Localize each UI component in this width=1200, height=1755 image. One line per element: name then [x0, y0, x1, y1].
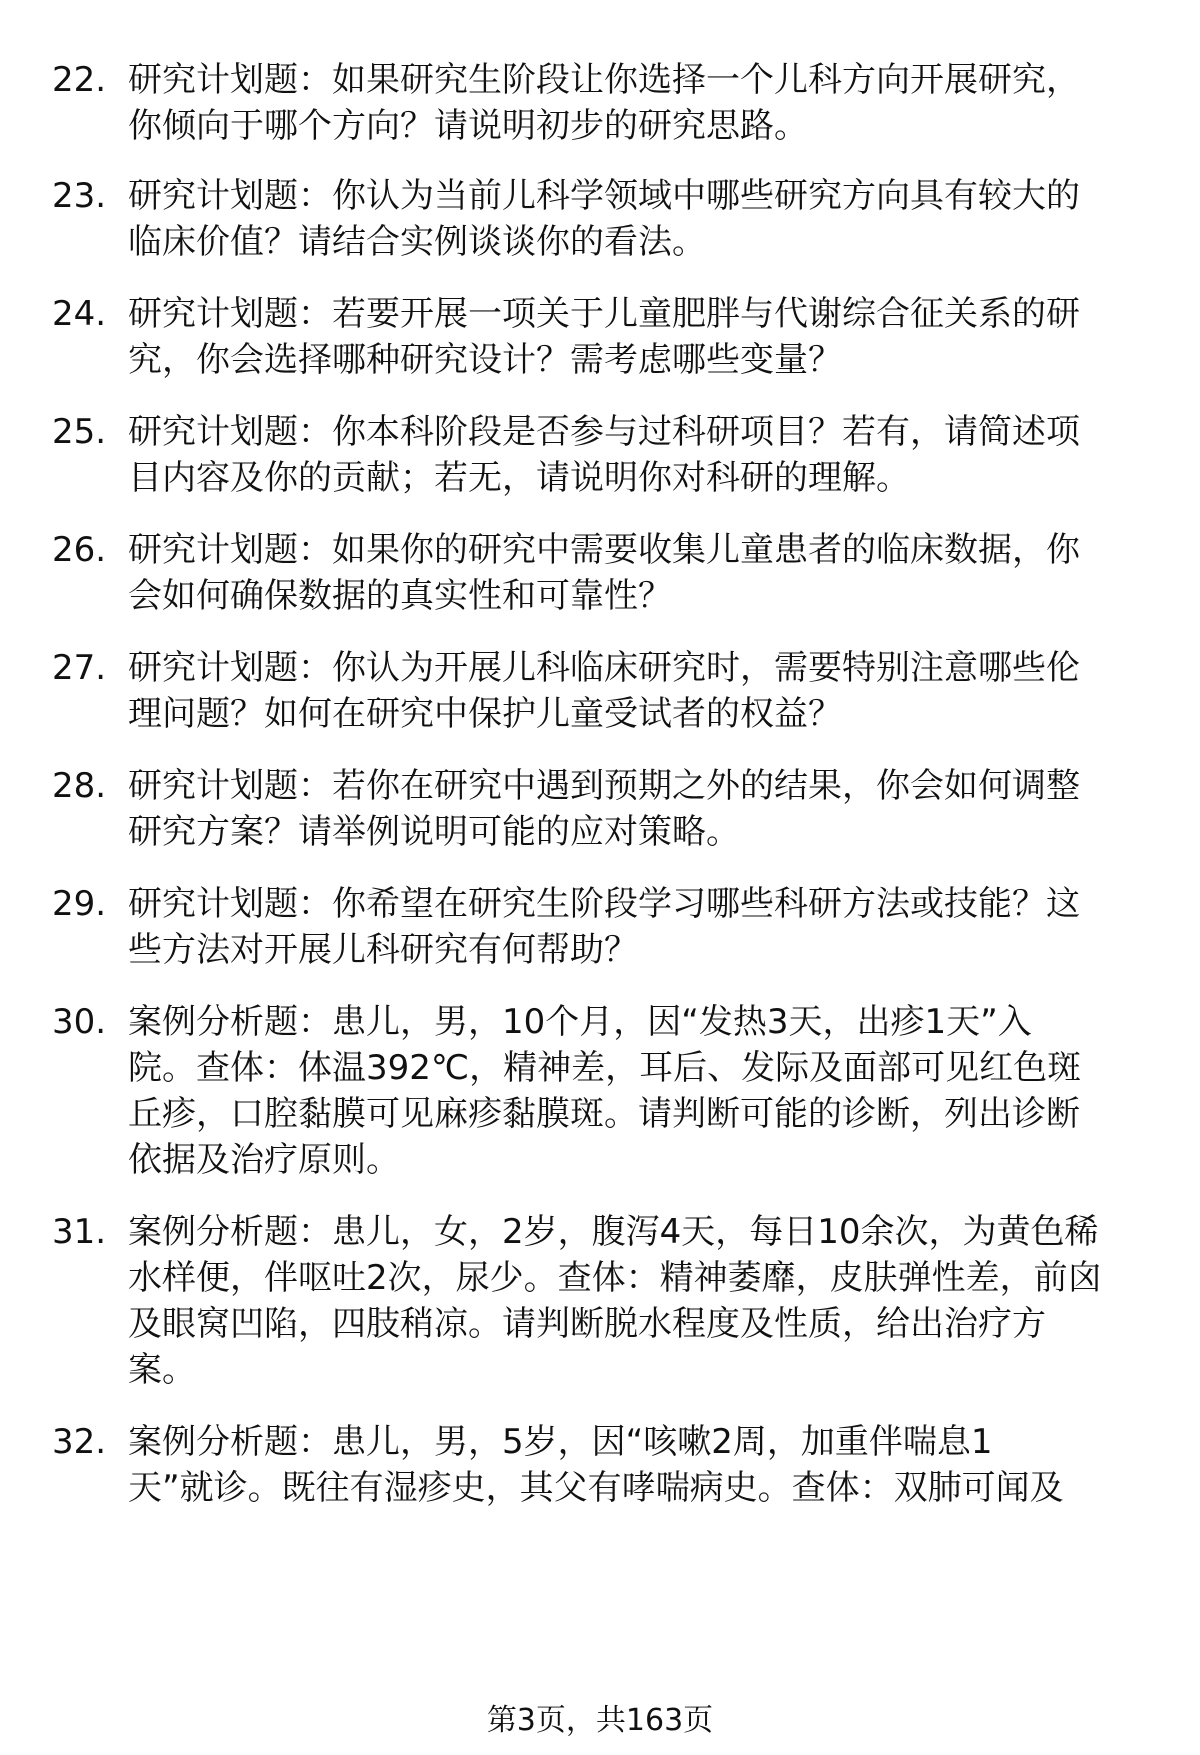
question-text-line: 依据及治疗原则。	[128, 1140, 400, 1180]
question-text-line: 研究计划题：如果你的研究中需要收集儿童患者的临床数据，你	[128, 530, 1080, 570]
question-text-line: 丘疹，口腔黏膜可见麻疹黏膜斑。请判断可能的诊断，列出诊断	[128, 1094, 1080, 1134]
question-text-line: 理问题？如何在研究中保护儿童受试者的权益？	[128, 694, 842, 734]
question-text-line: 研究计划题：若要开展一项关于儿童肥胖与代谢综合征关系的研	[128, 294, 1080, 334]
question-number: 30.	[52, 1002, 107, 1042]
question-text-line: 研究计划题：你本科阶段是否参与过科研项目？若有，请简述项	[128, 412, 1080, 452]
question-text-line: 研究计划题：你认为当前儿科学领域中哪些研究方向具有较大的	[128, 176, 1080, 216]
question-text-line: 些方法对开展儿科研究有何帮助？	[128, 930, 638, 970]
question-text-line: 目内容及你的贡献；若无，请说明你对科研的理解。	[128, 458, 910, 498]
question-number: 27.	[52, 648, 107, 688]
question-text-line: 天”就诊。既往有湿疹史，其父有哮喘病史。查体：双肺可闻及	[128, 1468, 1064, 1508]
question-text-line: 案。	[128, 1350, 196, 1390]
question-number: 23.	[52, 176, 107, 216]
question-number: 22.	[52, 60, 107, 100]
question-text-line: 及眼窝凹陷，四肢稍凉。请判断脱水程度及性质，给出治疗方	[128, 1304, 1046, 1344]
question-number: 24.	[52, 294, 107, 334]
question-text-line: 临床价值？请结合实例谈谈你的看法。	[128, 222, 706, 262]
question-text-line: 研究计划题：你希望在研究生阶段学习哪些科研方法或技能？这	[128, 884, 1080, 924]
question-text-line: 水样便，伴呕吐2次，尿少。查体：精神萎靡，皮肤弹性差，前囟	[128, 1258, 1102, 1298]
question-number: 28.	[52, 766, 107, 806]
question-text-line: 案例分析题：患儿，男，5岁，因“咳嗽2周，加重伴喘息1	[128, 1422, 993, 1462]
question-text-line: 研究计划题：如果研究生阶段让你选择一个儿科方向开展研究，	[128, 60, 1080, 100]
question-text-line: 案例分析题：患儿，女，2岁，腹泻4天，每日10余次，为黄色稀	[128, 1212, 1099, 1252]
question-text-line: 究，你会选择哪种研究设计？需考虑哪些变量？	[128, 340, 842, 380]
question-text-line: 研究方案？请举例说明可能的应对策略。	[128, 812, 740, 852]
page-footer: 第3页，共163页	[486, 1703, 714, 1738]
question-text-line: 你倾向于哪个方向？请说明初步的研究思路。	[128, 106, 808, 146]
question-number: 29.	[52, 884, 107, 924]
question-number: 31.	[52, 1212, 107, 1252]
question-number: 26.	[52, 530, 107, 570]
question-number: 32.	[52, 1422, 107, 1462]
question-text-line: 案例分析题：患儿，男，10个月，因“发热3天，出疹1天”入	[128, 1002, 1032, 1042]
question-text-line: 研究计划题：若你在研究中遇到预期之外的结果，你会如何调整	[128, 766, 1080, 806]
question-text-line: 会如何确保数据的真实性和可靠性？	[128, 576, 672, 616]
question-text-line: 院。查体：体温392℃，精神差，耳后、发际及面部可见红色斑	[128, 1048, 1082, 1088]
question-text-line: 研究计划题：你认为开展儿科临床研究时，需要特别注意哪些伦	[128, 648, 1080, 688]
question-number: 25.	[52, 412, 107, 452]
